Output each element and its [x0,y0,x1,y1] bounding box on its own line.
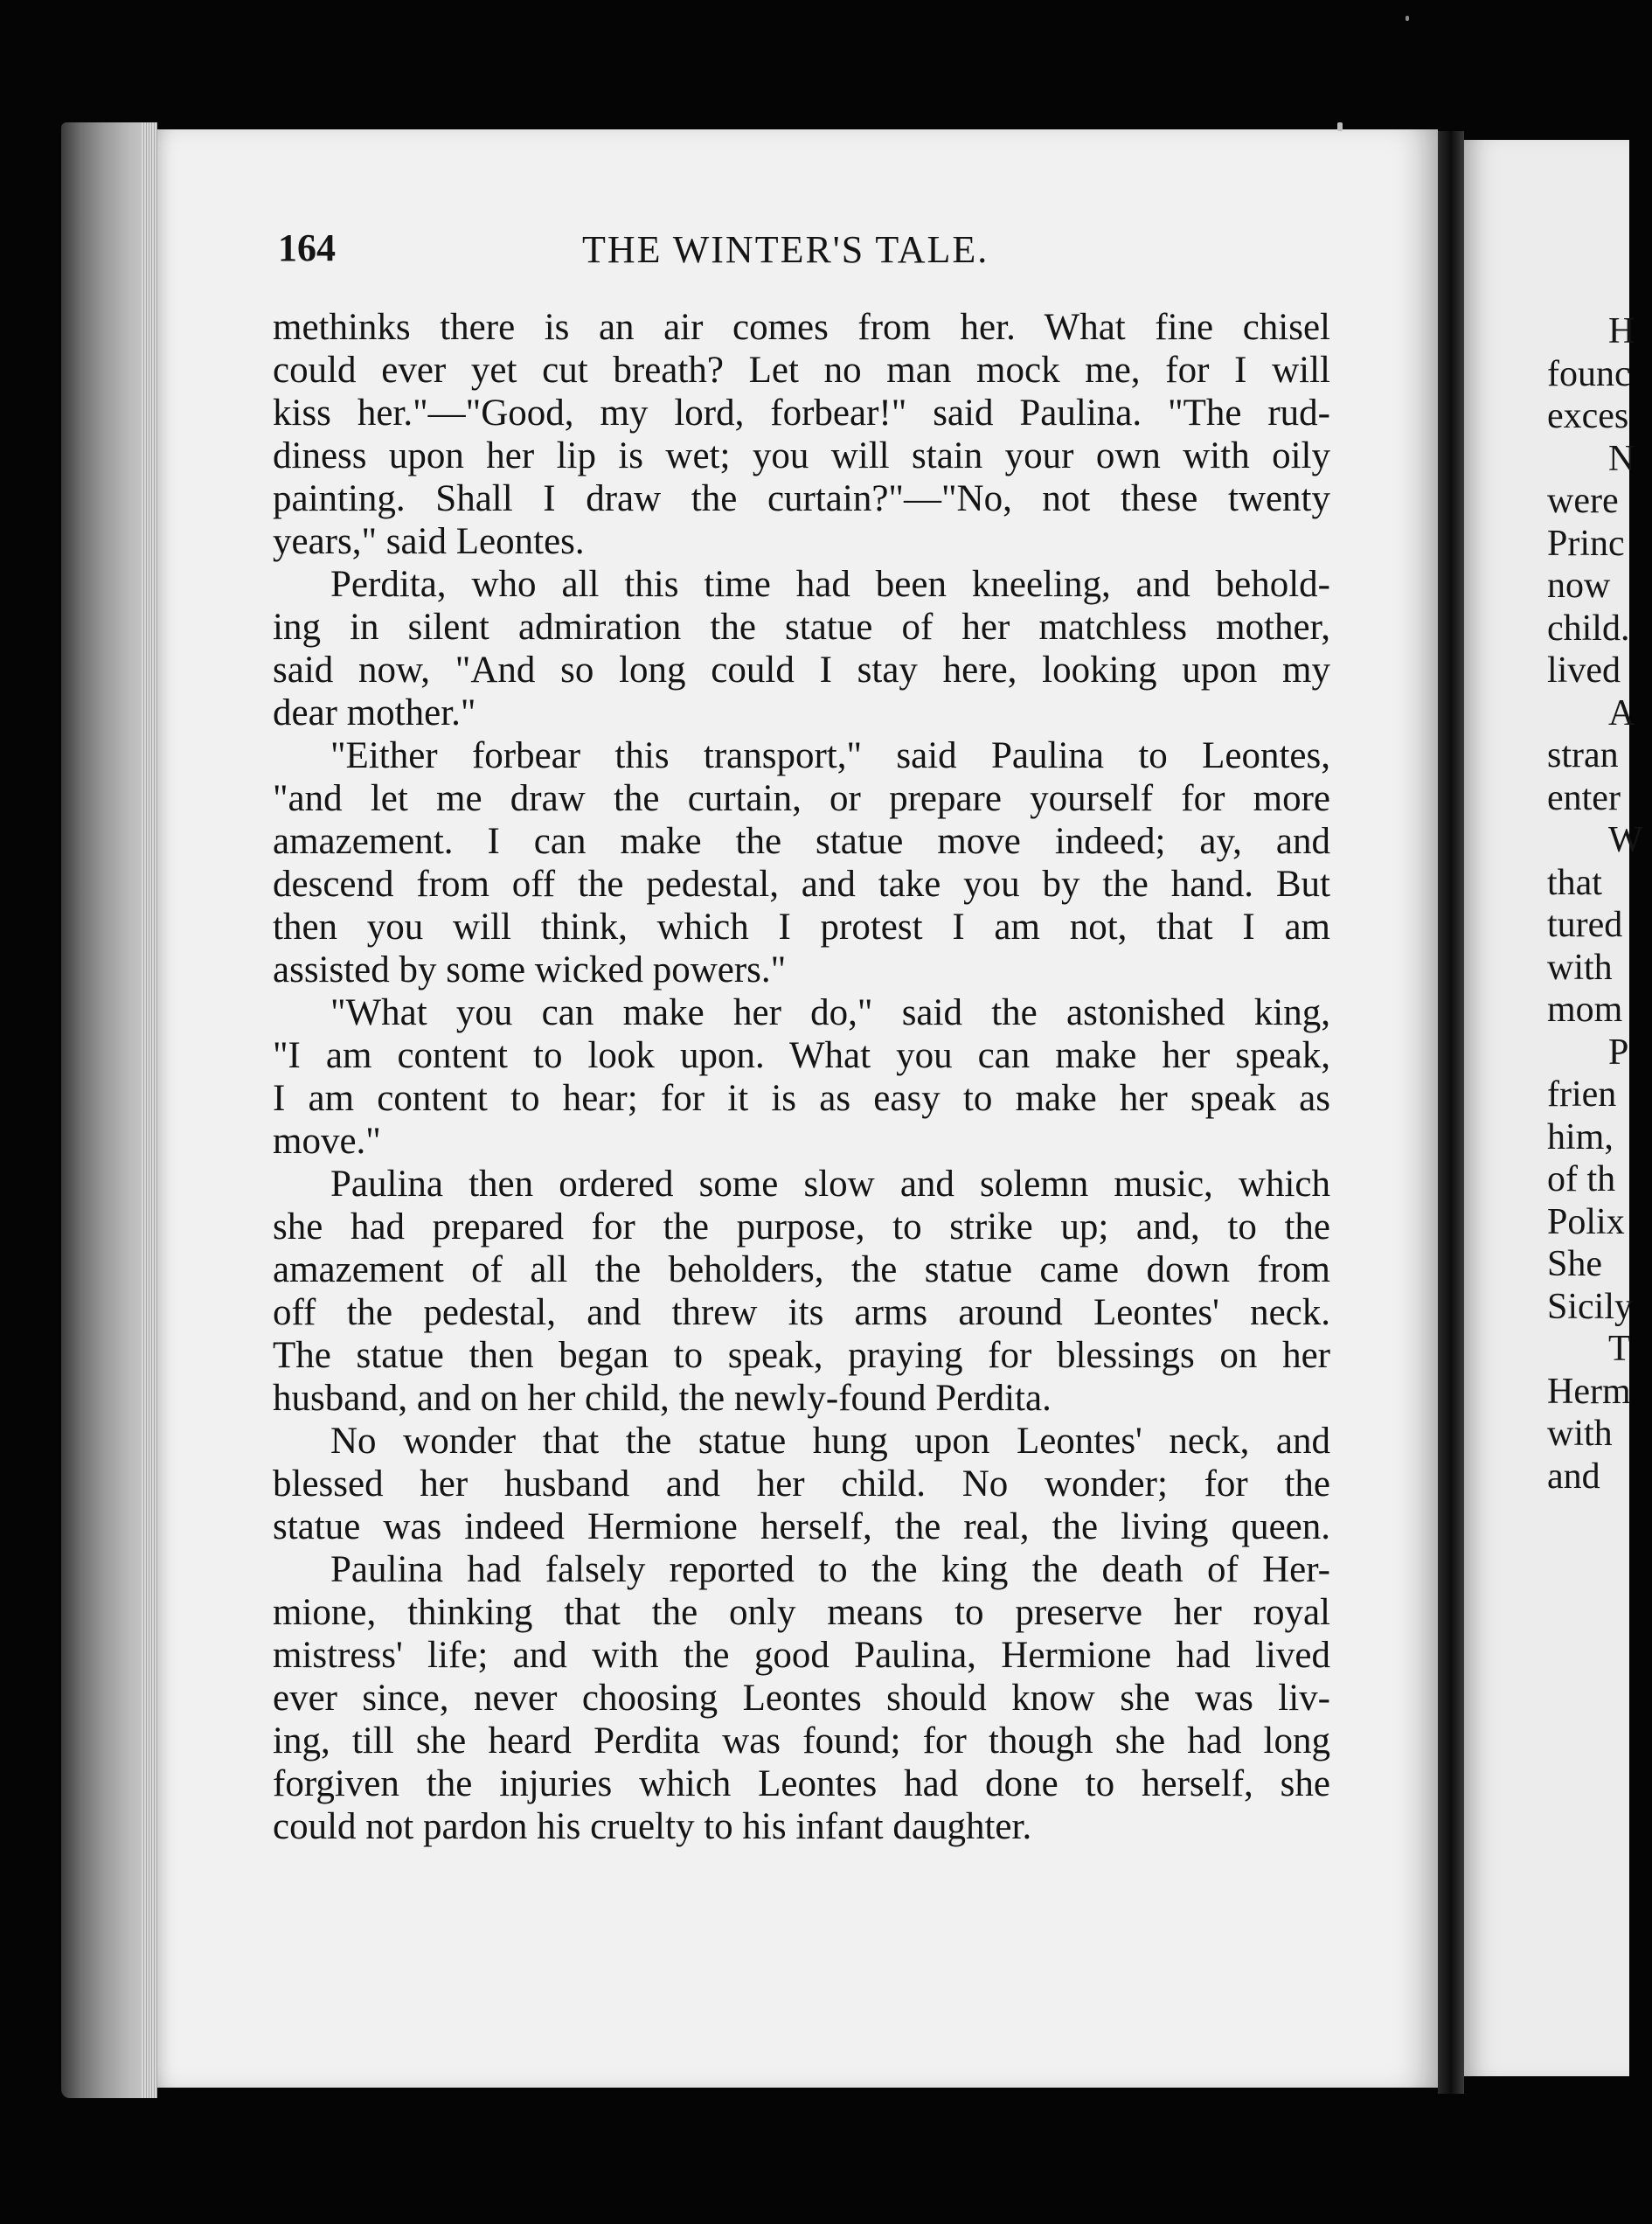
text-line: mione, thinking that the only means to preserve her royal [273,1592,1330,1633]
right-line: exces [1547,396,1629,436]
right-line: him, [1547,1116,1614,1157]
right-page [1464,140,1643,2076]
running-head [278,226,1327,287]
right-line: Sicily [1547,1286,1634,1327]
text-line: I am content to hear; for it is as easy to make her speak as [273,1078,1330,1119]
right-line: Polix [1547,1201,1625,1242]
text-line: kiss her."—"Good, my lord, forbear!" said Paulina. "The rud- [273,393,1330,434]
right-line: were [1547,481,1619,521]
text-line: No wonder that the statue hung upon Leontes' neck, and [330,1421,1330,1462]
right-line: and [1547,1456,1600,1497]
right-line: mom [1547,990,1623,1030]
right-line: with [1547,947,1613,988]
dust-speck [1337,122,1343,131]
text-line: could not pardon his cruelty to his infant daughter. [273,1806,1032,1847]
right-line: Herm [1547,1371,1631,1412]
text-line: then you will think, which I protest I am not, that I am [273,907,1330,948]
text-line: diness upon her lip is wet; you will stain your own with oily [273,435,1330,476]
text-line: methinks there is an air comes from her. What fine chisel [273,307,1330,348]
text-line: statue was indeed Hermione herself, the real, the living queen. [273,1506,1330,1547]
text-line: The statue then began to speak, praying for blessings on her [273,1335,1330,1376]
right-line: child. [1547,608,1630,649]
text-line: off the pedestal, and threw its arms around Leontes' neck. [273,1292,1330,1333]
text-line: "and let me draw the curtain, or prepare yourself for more [273,778,1330,819]
right-line: enter [1547,777,1621,818]
right-line: H [1608,311,1635,351]
text-line: dear mother." [273,692,476,733]
text-line: could ever yet cut breath? Let no man mock me, for I will [273,350,1330,391]
text-line: "I am content to look upon. What you can make her speak, [273,1035,1330,1076]
text-line: Paulina then ordered some slow and solemn music, which [330,1164,1330,1205]
right-line: stran [1547,735,1619,775]
right-line: lived [1547,650,1621,691]
right-line: now [1547,566,1611,606]
text-line: years," said Leontes. [273,521,585,562]
right-line: N [1608,438,1635,479]
text-line: "What you can make her do," said the astonished king, [330,992,1330,1033]
text-line: she had prepared for the purpose, to strike up; and, to the [273,1206,1330,1248]
text-line: amazement. I can make the statue move indeed; ay, and [273,821,1330,862]
page-number: 164 [278,226,336,269]
right-line: W [1608,820,1643,860]
text-line: ever since, never choosing Leontes should know she was liv- [273,1678,1330,1719]
text-line: said now, "And so long could I stay here, looking upon my [273,650,1330,691]
text-line: ing in silent admiration the statue of her matchless mother, [273,607,1330,648]
text-line: painting. Shall I draw the curtain?"—"No, not these twenty [273,478,1330,519]
right-line: A [1608,692,1635,733]
body-text [273,306,1330,1848]
right-line: of th [1547,1159,1616,1199]
right-line: founc [1547,353,1631,394]
text-line: descend from off the pedestal, and take you by the hand. But [273,864,1330,905]
right-line: T [1608,1329,1631,1369]
right-line: that [1547,862,1602,903]
right-page-text [1547,310,1652,1498]
right-line: Princ [1547,523,1625,564]
text-line: Paulina had falsely reported to the king the death of Her- [330,1549,1330,1590]
text-line: husband, and on her child, the newly-found Perdita. [273,1378,1052,1419]
text-line: amazement of all the beholders, the statue came down from [273,1249,1330,1290]
page-edges [61,122,157,2098]
right-line: P [1608,1032,1629,1073]
page-title: THE WINTER'S TALE. [582,228,989,271]
right-line: tured [1547,905,1623,945]
text-line: "Either forbear this transport," said Paulina to Leontes, [330,735,1330,776]
right-line: with [1547,1414,1613,1454]
text-line: assisted by some wicked powers." [273,949,787,990]
text-line: blessed her husband and her child. No wonder; for the [273,1463,1330,1505]
book-gutter [1438,131,1464,2094]
right-line: She [1547,1244,1602,1284]
text-line: Perdita, who all this time had been kneeling, and behold- [330,564,1330,605]
text-line: mistress' life; and with the good Paulina, Hermione had lived [273,1635,1330,1676]
dust-speck [1406,16,1409,21]
text-line: ing, till she heard Perdita was found; for though she had long [273,1720,1330,1762]
text-line: move." [273,1121,381,1162]
right-line: frien [1547,1074,1617,1115]
text-line: forgiven the injuries which Leontes had done to herself, she [273,1763,1330,1804]
